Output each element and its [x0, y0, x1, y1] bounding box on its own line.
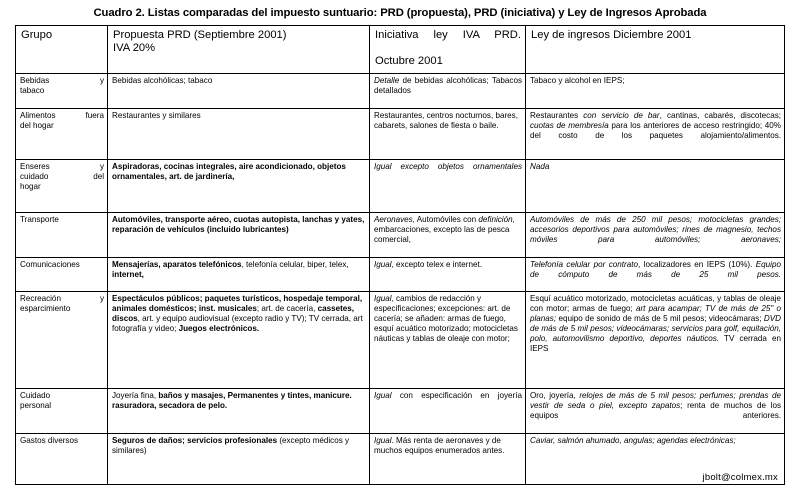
- propuesta-run-0: Automóviles, transporte aéreo, cuotas autopista, lanchas y yates, reparación de vehículos (incluido lubricantes): [112, 215, 365, 235]
- group-label-tail: fuera: [85, 111, 104, 121]
- propuesta-run-0: Aspiradoras, cocinas integrales, aire acondicionado, objetos ornamentales, art. de jardinería,: [112, 162, 346, 182]
- header-grupo-label: Grupo: [21, 29, 53, 42]
- group-cell: [16, 389, 108, 434]
- table-row: [16, 74, 785, 109]
- table-row: [16, 257, 785, 292]
- iniciativa-cell: [370, 292, 526, 389]
- propuesta-cell: [108, 292, 370, 389]
- header-iniciativa-line1: Iniciativa ley IVA PRD.: [375, 29, 521, 42]
- iniciativa-run-1: Automóviles con: [414, 215, 479, 225]
- iniciativa-run-0: Restaurantes, centros nocturnos, bares, cabarets, salones de fiesta o baile.: [374, 111, 518, 131]
- group-cell: [16, 160, 108, 213]
- group-cell: [16, 109, 108, 160]
- page-title: Cuadro 2. Listas comparadas del impuesto suntuario: PRD (propuesta), PRD (iniciativa) y Ley de Ingresos Aprobada: [93, 7, 707, 19]
- propuesta-cell: [108, 109, 370, 160]
- ley-run-0: Esquí acuático motorizado, motocicletas acuáticas, y tablas de oleaje con motor; armas de fuego;: [530, 294, 781, 314]
- iniciativa-cell: [370, 160, 526, 213]
- ley-run-1: , localizadores en IEPS (10%).: [638, 259, 756, 269]
- group-label-tail: del: [93, 172, 104, 182]
- header-iniciativa-line2: Octubre 2001: [375, 55, 443, 68]
- header-propuesta-line1: Propuesta PRD (Septiembre 2001): [113, 29, 287, 42]
- ley-run-0: Caviar, salmón ahumado, angulas; agendas electrónicas;: [530, 436, 736, 446]
- group-cell: [16, 74, 108, 109]
- ley-run-0: Nada: [530, 162, 550, 172]
- header-cell-iniciativa: [370, 26, 526, 74]
- ley-run-0: Automóviles de más de 250 mil pesos; motocicletas grandes; accesorios deportivos para automóviles; rines de magnesio, techos móviles para automóviles; aeronaves;: [530, 215, 781, 245]
- iniciativa-run-0: Igual: [374, 259, 392, 269]
- ley-cell: [526, 74, 785, 109]
- group-cell: [16, 213, 108, 257]
- iniciativa-run-0: Aeronaves,: [374, 215, 415, 225]
- group-label-text: Gastos diversos: [20, 436, 79, 446]
- table-row: [16, 292, 785, 389]
- propuesta-run-1: , telefonía celular, biper, telex,: [241, 259, 349, 269]
- group-label-tail: y: [99, 76, 104, 86]
- iniciativa-run-1: , cambios de redacción y especificaciones; excepciones: art. de cacería; se añaden: armas de fuego, esquí acuático motorizado; motocicletas náuticas y tablas de oleaje con motor;: [374, 294, 518, 343]
- ley-cell: [526, 160, 785, 213]
- group-label-text: Comunicaciones: [20, 259, 80, 269]
- group-label-text: del hogar: [20, 121, 54, 131]
- group-label-line-1: [20, 215, 104, 225]
- ley-run-1: art para acampar; TV de más de 25" o planas;: [530, 304, 781, 324]
- iniciativa-run-0: Igual: [374, 294, 392, 304]
- ley-run-2: Equipo de cómputo de más de 25 mil pesos.: [530, 259, 781, 279]
- ley-run-2: , cantinas, cabarés, discotecas;: [659, 111, 782, 121]
- table-header-row: [16, 26, 785, 74]
- ley-run-1: con servicio de bar: [583, 111, 660, 121]
- ley-run-0: Tabaco y alcohol en IEPS;: [530, 76, 625, 86]
- group-label-line-1: [20, 436, 104, 446]
- propuesta-cell: [108, 257, 370, 292]
- propuesta-cell: [108, 434, 370, 485]
- iniciativa-run-0: Detalle: [374, 76, 400, 86]
- ley-cell: [526, 213, 785, 257]
- group-cell: [16, 292, 108, 389]
- ley-cell: [526, 389, 785, 434]
- ley-run-2: ; renta de muchos de los equipos anteriores.: [530, 401, 781, 421]
- propuesta-run-0: Joyería fina,: [112, 391, 159, 401]
- group-label-text: tabaco: [20, 86, 45, 96]
- table-row: [16, 434, 785, 485]
- group-label-line-2: [20, 304, 104, 314]
- group-cell: [16, 434, 108, 485]
- ley-run-0: Oro, joyería,: [530, 391, 580, 401]
- comparison-table: [15, 25, 785, 485]
- iniciativa-cell: [370, 389, 526, 434]
- group-label-text: Alimentos: [20, 111, 56, 121]
- propuesta-run-2: cassetes, discos: [112, 304, 355, 324]
- iniciativa-run-1: con especificación en joyería: [391, 391, 522, 401]
- ley-run-3: DVD de más de 5 mil pesos; videocámaras; servicios para golf, equitación, polo, automovilismo deportivo, deportes náuticos.: [530, 314, 781, 343]
- propuesta-cell: [108, 74, 370, 109]
- propuesta-run-1: baños y masajes, Permanentes y tintes, manicure.: [158, 391, 352, 401]
- group-label-text: Bebidas: [20, 76, 50, 86]
- ley-cell: [526, 257, 785, 292]
- propuesta-run-0: Bebidas alcohólicas; tabaco: [112, 76, 213, 86]
- propuesta-run-3: , art. y equipo audiovisual (excepto radio y TV); TV cerrada, art fotografía y video;: [112, 314, 363, 334]
- propuesta-run-3: rasuradora, secadora de pelo.: [112, 401, 228, 411]
- iniciativa-run-1: de bebidas alcohólicas; Tabacos detallados: [374, 76, 522, 96]
- group-label-line-2: [20, 121, 104, 131]
- table-row: [16, 213, 785, 257]
- group-cell: [16, 257, 108, 292]
- ley-run-1: relojes de más de 5 mil pesos; perfumes; prendas de vestir de seda o piel, excepto zapatos: [530, 391, 781, 411]
- group-label-text: Recreación: [20, 294, 61, 304]
- propuesta-cell: [108, 389, 370, 434]
- ley-cell: [526, 292, 785, 389]
- ley-cell: [526, 109, 785, 160]
- propuesta-run-1: ; art. de cacería,: [256, 304, 318, 314]
- iniciativa-cell: [370, 213, 526, 257]
- group-label-text: cuidado: [20, 172, 49, 182]
- iniciativa-cell: [370, 109, 526, 160]
- header-ley-line1: Ley de ingresos Diciembre 2001: [531, 29, 692, 42]
- iniciativa-run-0: Igual: [374, 436, 392, 446]
- iniciativa-cell: [370, 257, 526, 292]
- iniciativa-cell: [370, 74, 526, 109]
- group-label-text: hogar: [20, 182, 41, 192]
- table-body: [16, 26, 785, 485]
- group-label-line-1: [20, 76, 104, 86]
- table-row: [16, 109, 785, 160]
- group-label-line-2: [20, 401, 104, 411]
- ley-run-0: Restaurantes: [530, 111, 584, 121]
- iniciativa-run-2: definición,: [478, 215, 515, 225]
- group-label-text: Transporte: [20, 215, 59, 225]
- footer-email: jbolt@colmex.mx: [702, 472, 778, 483]
- ley-run-4: TV cerrada en IEPS: [530, 333, 781, 353]
- group-label-line-1: [20, 391, 104, 401]
- group-label-tail: y: [99, 162, 104, 172]
- group-label-line-1: [20, 111, 104, 121]
- ley-run-2: equipo de sonido de más de 5 mil pesos; videocámaras;: [556, 314, 764, 324]
- ley-run-4: para los anteriores de acceso restringido; 40% del costo de los paquetes alojamiento/alimentos.: [530, 121, 781, 141]
- propuesta-cell: [108, 213, 370, 257]
- propuesta-run-0: Seguros de daños; servicios profesionales: [112, 436, 278, 446]
- ley-run-0: Telefonía celular por contrato: [530, 259, 638, 269]
- propuesta-run-2: internet,: [112, 269, 144, 279]
- iniciativa-cell: [370, 434, 526, 485]
- table-row: [16, 389, 785, 434]
- propuesta-run-4: Juegos electrónicos.: [178, 324, 260, 334]
- header-cell-ley: [526, 26, 785, 74]
- group-label-text: Cuidado: [20, 391, 51, 401]
- group-label-line-1: [20, 260, 104, 270]
- group-label-text: esparcimiento: [20, 304, 71, 314]
- group-label-line-2: [20, 172, 104, 182]
- iniciativa-run-0: Igual: [374, 391, 392, 401]
- propuesta-run-0: Espectáculos públicos; paquetes turísticos, hospedaje temporal, animales domésticos; inst. musicales: [112, 294, 363, 314]
- group-label-line-1: [20, 162, 104, 172]
- group-label-text: personal: [20, 401, 52, 411]
- propuesta-run-0: Mensajerías, aparatos telefónicos: [112, 259, 242, 269]
- propuesta-cell: [108, 160, 370, 213]
- group-label-line-3: [20, 182, 104, 192]
- table-row: [16, 160, 785, 213]
- group-label-text: Enseres: [20, 162, 50, 172]
- header-cell-grupo: [16, 26, 108, 74]
- iniciativa-run-1: , excepto telex e internet.: [391, 259, 482, 269]
- group-label-tail: y: [99, 294, 104, 304]
- propuesta-run-0: Restaurantes y similares: [112, 111, 201, 121]
- group-label-line-2: [20, 86, 104, 96]
- ley-run-3: cuotas de membresía: [530, 121, 609, 131]
- propuesta-run-1: (excepto médicos y similares): [112, 436, 350, 456]
- header-propuesta-line2: IVA 20%: [113, 42, 156, 55]
- group-label-line-1: [20, 294, 104, 304]
- iniciativa-run-1: . Más renta de aeronaves y de muchos equipos enumerados antes.: [374, 436, 505, 456]
- iniciativa-run-3: embarcaciones, excepto las de pesca comercial,: [374, 225, 510, 245]
- header-cell-propuesta: [108, 26, 370, 74]
- iniciativa-run-0: Igual excepto objetos ornamentales: [374, 162, 522, 172]
